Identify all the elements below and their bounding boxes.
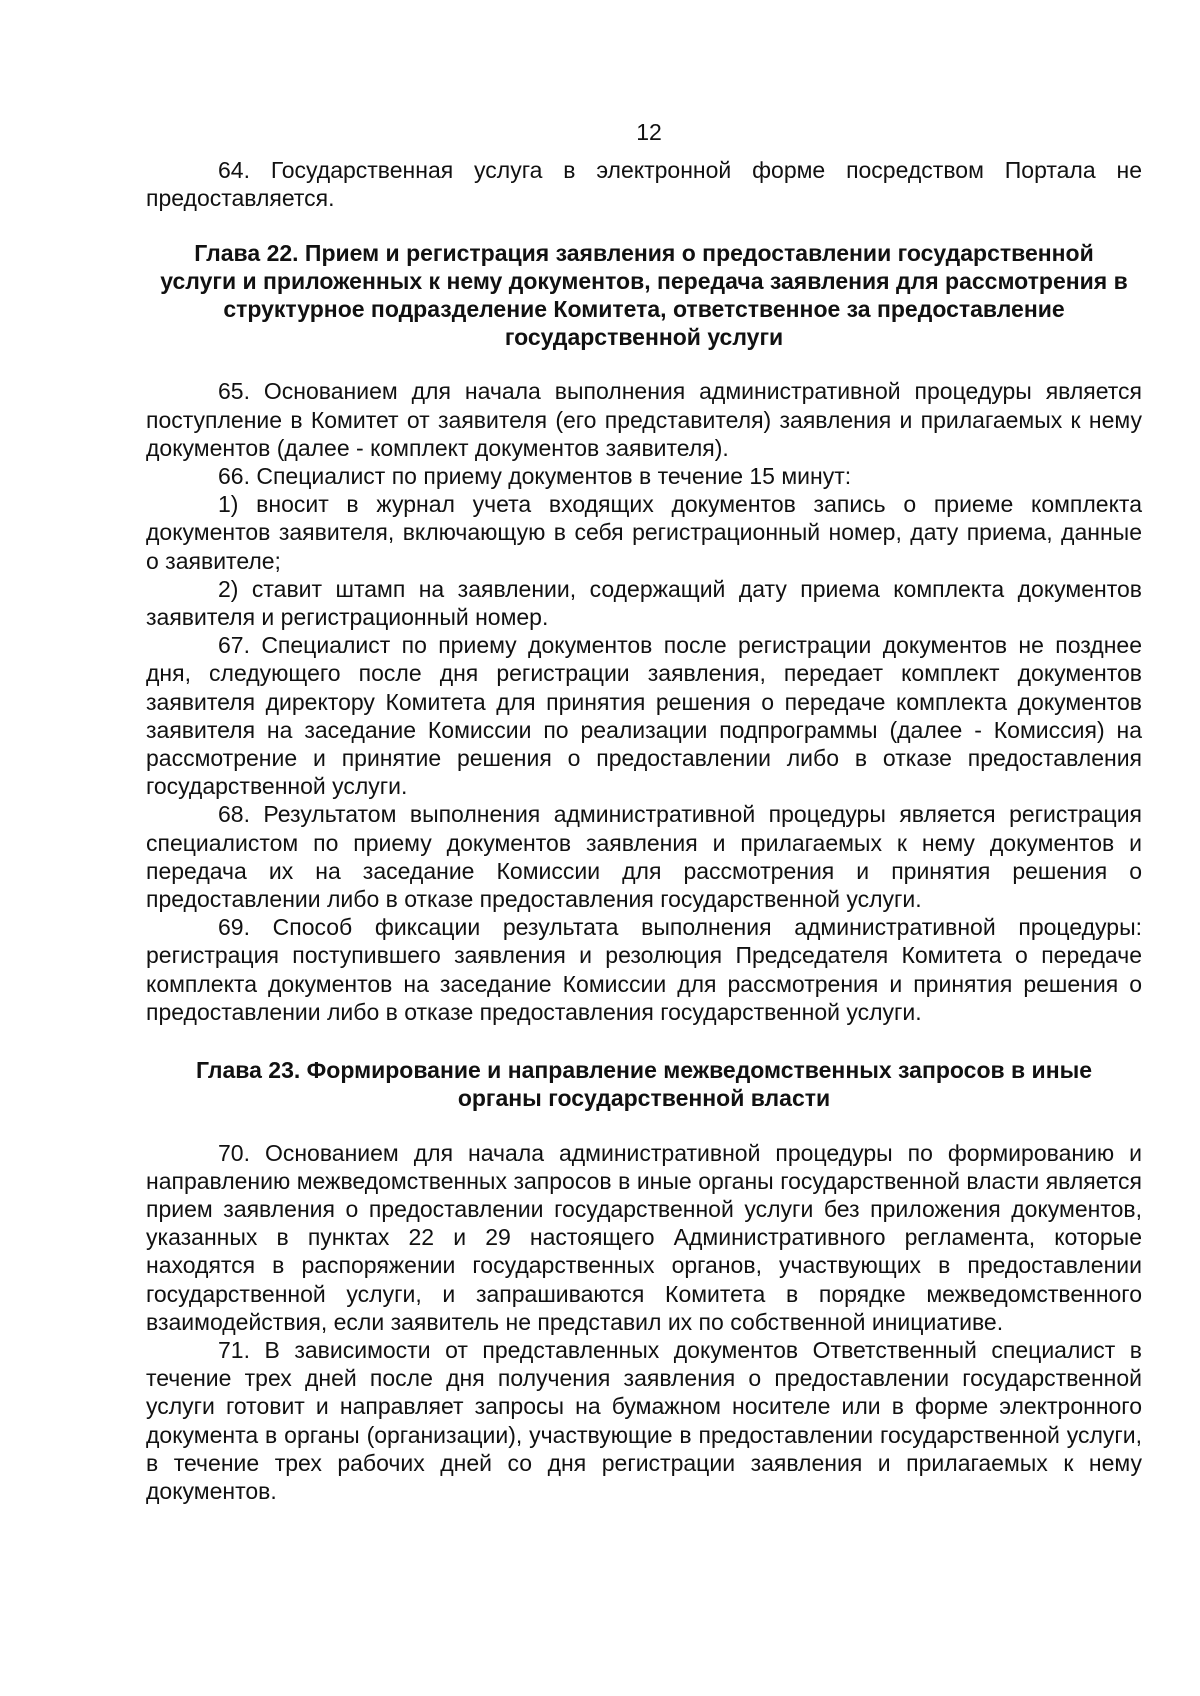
- chapter-23-heading: Глава 23. Формирование и направление межведомственных запросов в иные органы государственной власти: [195, 1057, 1093, 1112]
- page-number: 12: [636, 119, 662, 145]
- chapter-22-heading: Глава 22. Прием и регистрация заявления о предоставлении государственной услуги и приложенных к нему документов, передача заявления для рассмотрения в структурное подразделение Комитета, ответственное за предоставление государственной услуги: [160, 239, 1128, 351]
- paragraph-66-item-1: 1) вносит в журнал учета входящих документов запись о приеме комплекта документов заявителя, включающую в себя регистрационный номер, дату приема, данные о заявителе;: [146, 491, 1142, 574]
- paragraph-65: 65. Основанием для начала выполнения административной процедуры является поступление в Комитет от заявителя (его представителя) заявления и прилагаемых к нему документов (далее - комплект документов заявителя).: [146, 378, 1142, 461]
- paragraph-69: 69. Способ фиксации результата выполнения административной процедуры: регистрация поступившего заявления и резолюция Председателя Комитета о передаче комплекта документов на заседание Комиссии для рассмотрения и принятия решения о предоставлении либо в отказе предоставления государственной услуги.: [146, 914, 1142, 1025]
- paragraph-67: 67. Специалист по приему документов после регистрации документов не позднее дня, следующего после дня регистрации заявления, передает комплект документов заявителя директору Комитета для принятия решения о передаче комплекта документов заявителя на заседание Комиссии по реализации подпрограммы (далее - Комиссия) на рассмотрение и принятие решения о предоставлении либо в отказе предоставления государственной услуги.: [146, 632, 1142, 800]
- paragraph-70: 70. Основанием для начала административной процедуры по формированию и направлению межведомственных запросов в иные органы государственной власти является прием заявления о предоставлении государственной услуги без приложения документов, указанных в пунктах 22 и 29 настоящего Административного регламента, которые находятся в распоряжении государственных органов, участвующих в предоставлении государственной услуги, и запрашиваются Комитета в порядке межведомственного взаимодействия, если заявитель не представил их по собственной инициативе.: [146, 1139, 1142, 1335]
- paragraph-64: 64. Государственная услуга в электронной форме посредством Портала не предоставляется.: [146, 157, 1142, 212]
- paragraph-71: 71. В зависимости от представленных документов Ответственный специалист в течение трех дней после дня получения заявления о предоставлении государственной услуги готовит и направляет запросы на бумажном носителе или в форме электронного документа в органы (организации), участвующие в предоставлении государственной услуги, в течение трех рабочих дней со дня регистрации заявления и прилагаемых к нему документов.: [146, 1336, 1142, 1504]
- document-page: [146, 118, 1142, 1505]
- paragraph-66-item-2: 2) ставит штамп на заявлении, содержащий дату приема комплекта документов заявителя и регистрационный номер.: [146, 575, 1142, 631]
- paragraph-66: 66. Специалист по приему документов в течение 15 минут:: [218, 463, 852, 490]
- paragraph-68: 68. Результатом выполнения административной процедуры является регистрация специалистом по приему документов заявления и прилагаемых к нему документов и передача их на заседание Комиссии для рассмотрения и принятия решения о предоставлении либо в отказе предоставления государственной услуги.: [146, 801, 1142, 913]
